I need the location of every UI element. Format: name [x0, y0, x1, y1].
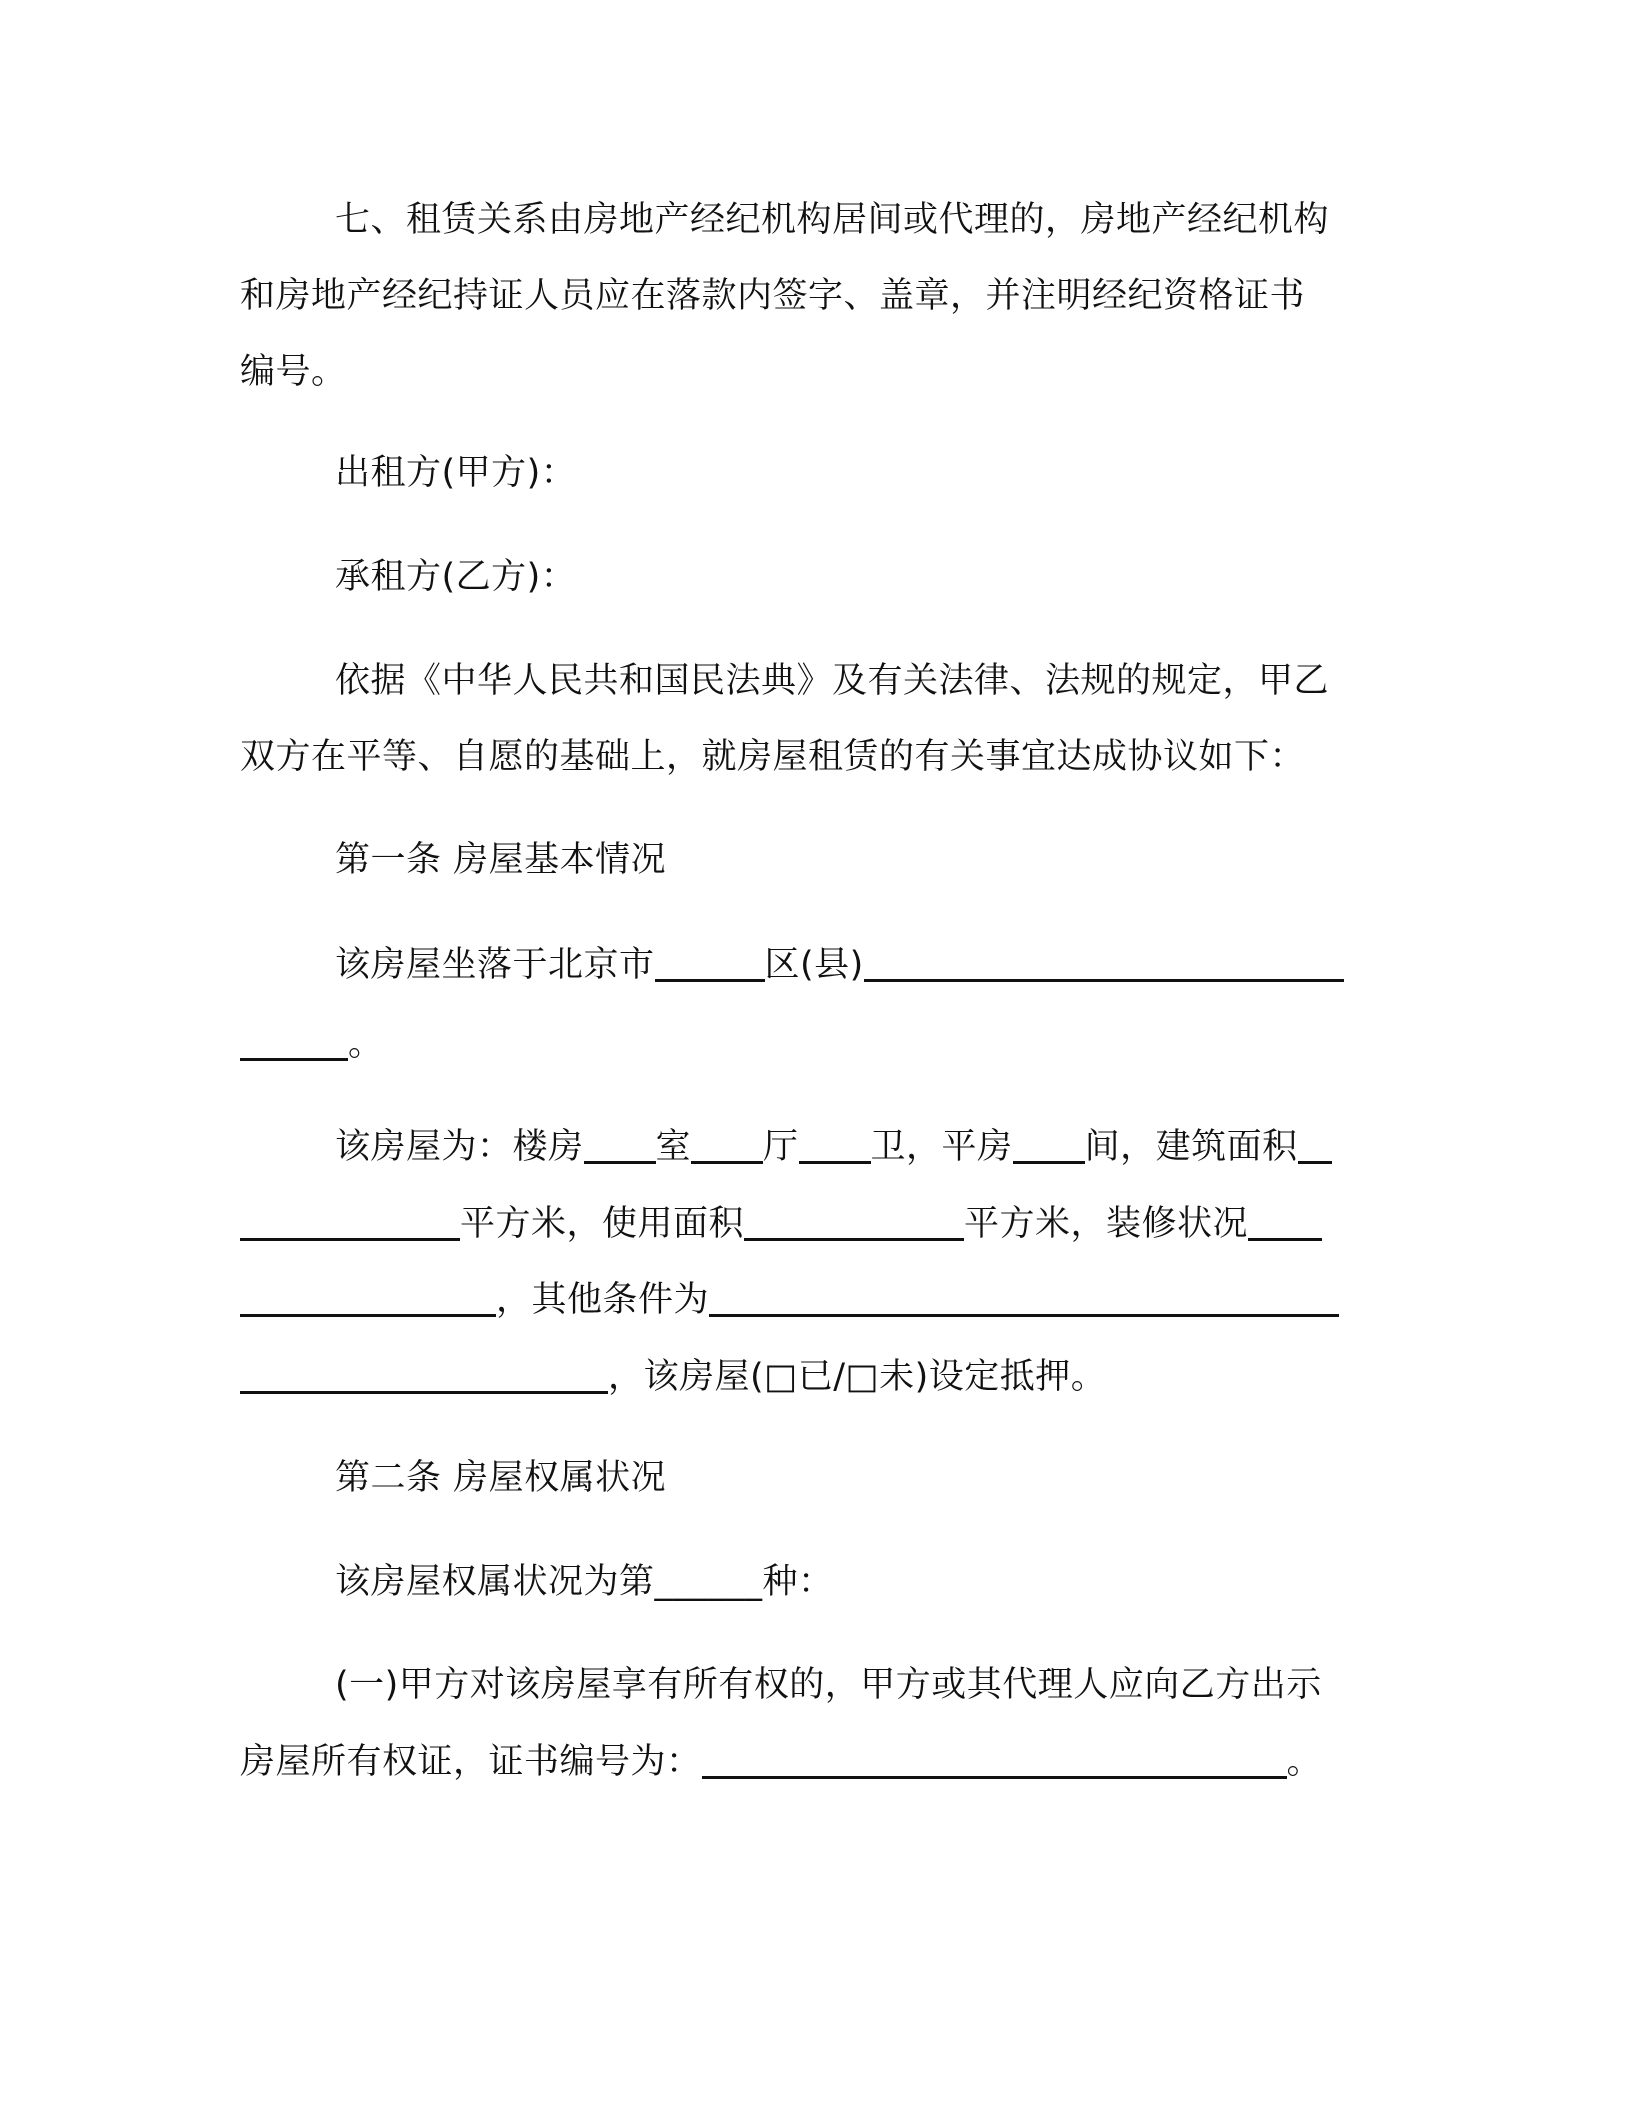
text: 承租方(乙方)： — [335, 557, 577, 597]
other-conditions-blank-cont — [240, 1353, 608, 1394]
article-1-title — [335, 830, 1485, 890]
clause-7-line-2 — [240, 266, 1390, 326]
article-1-layout-line-3 — [240, 1270, 1390, 1330]
text: 室 — [655, 1127, 692, 1167]
article-1-location-line-1 — [335, 935, 1485, 995]
room-count-blank — [584, 1123, 656, 1164]
certificate-number-blank — [702, 1738, 1287, 1779]
bath-count-blank — [799, 1123, 871, 1164]
usable-area-blank — [744, 1200, 964, 1241]
address-blank-cont — [240, 1020, 348, 1061]
text: 厅 — [763, 1127, 799, 1167]
address-blank — [864, 941, 1344, 982]
intro-line-2 — [240, 727, 1390, 787]
text: 出租方(甲方)： — [335, 453, 577, 493]
decoration-blank — [1248, 1200, 1322, 1241]
text: 。 — [1286, 1742, 1323, 1782]
text: 依据《中华人民共和国民法典》及有关法律、法规的规定，甲乙 — [335, 661, 1330, 701]
text: (一)甲方对该房屋享有所有权的，甲方或其代理人应向乙方出示 — [335, 1665, 1322, 1705]
lessor-label — [335, 443, 1485, 503]
text: 。 — [348, 1024, 384, 1064]
text: 平方米，装修状况 — [964, 1204, 1249, 1244]
bungalow-count-blank — [1013, 1123, 1085, 1164]
text: 第一条 房屋基本情况 — [335, 840, 667, 880]
text: 七、租赁关系由房地产经纪机构居间或代理的，房地产经纪机构 — [335, 200, 1330, 240]
article-1-layout-line-1 — [335, 1117, 1485, 1177]
text: 第二条 房屋权属状况 — [335, 1458, 667, 1498]
decoration-blank-cont — [240, 1276, 496, 1317]
area-blank — [1298, 1123, 1332, 1164]
article-2-item-1-line-1 — [335, 1655, 1485, 1715]
article-2-title — [335, 1448, 1485, 1508]
article-2-status — [335, 1552, 1485, 1612]
other-conditions-blank — [709, 1276, 1339, 1317]
building-area-blank — [240, 1200, 460, 1241]
hall-count-blank — [691, 1123, 763, 1164]
district-blank — [655, 941, 765, 982]
text: 该房屋权属状况为第______种： — [335, 1562, 834, 1602]
text: 该房屋为：楼房 — [335, 1127, 584, 1167]
text: ，该房屋(□已/□未)设定抵押。 — [608, 1357, 1107, 1397]
text: 该房屋坐落于北京市 — [335, 945, 655, 985]
text: 区(县) — [764, 945, 864, 985]
text: 房屋所有权证，证书编号为： — [240, 1742, 702, 1782]
lessee-label — [335, 547, 1485, 607]
text: ，其他条件为 — [496, 1280, 710, 1320]
text: 双方在平等、自愿的基础上，就房屋租赁的有关事宜达成协议如下： — [240, 737, 1306, 777]
article-1-layout-line-4 — [240, 1347, 1390, 1407]
article-1-layout-line-2 — [240, 1194, 1390, 1254]
text: 卫，平房 — [870, 1127, 1013, 1167]
intro-line-1 — [335, 651, 1485, 711]
clause-7-line-3 — [240, 342, 1390, 402]
text: 平方米，使用面积 — [460, 1204, 745, 1244]
text: 间，建筑面积 — [1084, 1127, 1298, 1167]
clause-7-line-1 — [335, 190, 1485, 250]
text: 编号。 — [240, 352, 347, 392]
text: 和房地产经纪持证人员应在落款内签字、盖章，并注明经纪资格证书 — [240, 276, 1306, 316]
article-2-item-1-line-2 — [240, 1732, 1390, 1792]
article-1-location-line-2 — [240, 1014, 1390, 1074]
